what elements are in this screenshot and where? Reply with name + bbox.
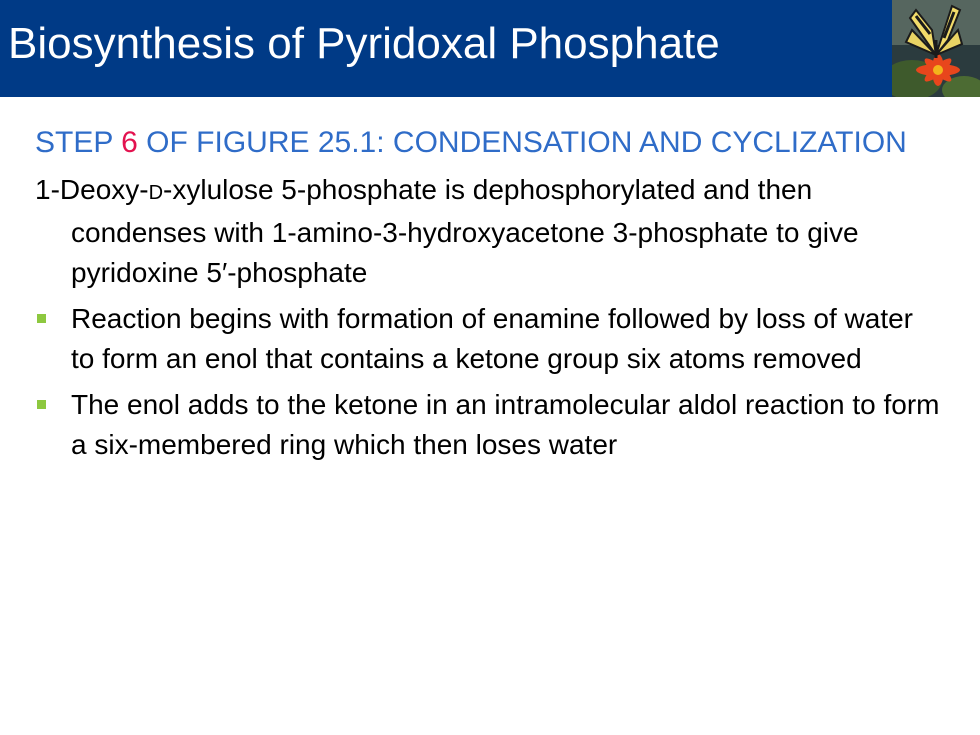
intro-paragraph: [35, 170, 940, 293]
step-number: 6: [121, 126, 138, 159]
slide-content: [35, 122, 940, 471]
heading-suffix: OF FIGURE 25.1: CONDENSATION AND CYCLIZATION: [137, 126, 907, 159]
heading-prefix: STEP: [35, 126, 122, 159]
butterfly-logo-icon: [892, 0, 980, 97]
bullet-item: [35, 299, 940, 379]
slide-title: Biosynthesis of Pyridoxal Phosphate: [8, 19, 720, 68]
intro-part2: -xylulose 5-phosphate is dephosphorylated and then condenses with 1-amino-3-hydroxyacetone 3-phosphate to give pyridoxine 5′-phosphate: [71, 174, 859, 288]
intro-smallcap: D: [148, 182, 164, 204]
step-heading: [35, 122, 940, 164]
bullet-square-icon: [37, 314, 46, 323]
title-bar: [0, 0, 980, 97]
bullet-text: The enol adds to the ketone in an intramolecular aldol reaction to form a six-membered ring which then loses water: [71, 389, 940, 460]
bullet-square-icon: [37, 400, 46, 409]
bullet-text: Reaction begins with formation of enamine followed by loss of water to form an enol that contains a ketone group six atoms removed: [71, 303, 913, 374]
bullet-item: [35, 385, 940, 465]
intro-part1: 1-Deoxy-: [35, 174, 149, 205]
